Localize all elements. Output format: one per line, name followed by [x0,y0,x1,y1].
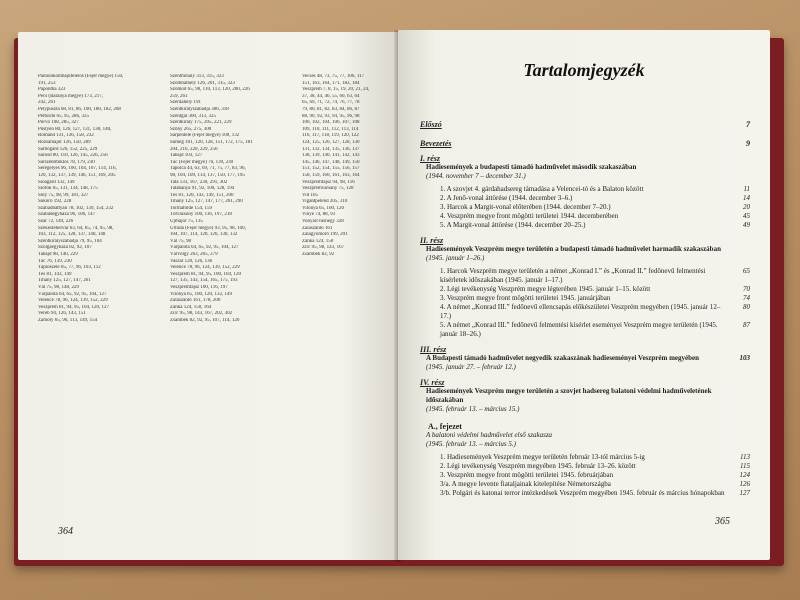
index-entry: 204, 216, 220, 229, 256 [170,146,218,152]
index-entry: Vaszar 120, 126, 136 [170,258,213,264]
index-entry: Siófok 65, 131, 134, 148, 175 [38,186,98,192]
index-entry: Várvölgy 263, 265, 279 [170,252,218,258]
toc-entry-text: 1. Harcok Veszprém megye területén a német „Konrad I.” és „Konrad II.” fedőnevű felmentési kísérletek időszakában (1945. január 1–17.) [440,267,706,284]
toc-entry [440,321,750,339]
toc-part-heading: II. rész [420,236,444,245]
index-entry: Zalagyömörő 199, 201 [302,232,348,238]
page-ref: 9 [746,139,750,148]
index-entry: 124, 125, 126, 127, 128, 130 [302,139,360,145]
index-entry: Újmajor 75, 135 [170,219,203,225]
page-ref: 70 [743,285,750,293]
toc-part-subtitle: (1945. január 27. – február 12.) [426,363,516,371]
toc-entry-text: 3/a. A megye levente fiataljainak kitelepítése Németországba [440,480,611,488]
page-ref: 49 [743,221,750,229]
page-ref: 115 [740,462,750,470]
toc-chapter-title: A balatoni védelmi hadművelet első szakasza [426,431,553,439]
index-entry: Tata 133, 167, 230, 291, 302 [170,179,228,185]
index-entry: Szabadegyháza 96, 106, 147 [38,212,96,218]
toc-entry [440,453,750,462]
index-entry: 151, 152, 154, 155, 156, 157 [302,166,360,172]
toc-entry [440,303,750,321]
toc-part-title [426,163,750,172]
index-entry: Veszprém 7, 8, 15, 19, 20, 21, 24, [302,87,370,93]
index-entry: Szabadbattyán 78, 102, 139, 154, 232 [38,205,114,211]
toc-entry [440,212,750,221]
index-entry: Szőny 265, 275, 300 [170,126,212,132]
index-entry: 259, 261 [170,93,188,99]
index-entry: Vál 75, 98, 148, 229 [38,285,79,290]
index-entry: 191, 253 [38,80,56,86]
toc-entry [440,285,750,294]
index-entry: 145, 146, 147, 148, 149, 150 [302,159,360,165]
toc-entry [440,294,750,303]
toc-entry [440,194,750,203]
index-entry: Rózsamajor 126, 150, 289 [38,139,91,145]
page-ref: 113 [740,453,750,461]
page-ref: 74 [743,294,750,302]
toc-entry-text: 5. A Margit-vonal áttörése (1944. december 20–25.) [440,221,586,229]
toc-part-title-text: Hadiesemények a budapesti támadó hadművelet második szakaszában [426,163,637,171]
index-entry: Sukoró 192, 228 [38,199,72,205]
toc-title: Tartalomjegyzék [523,60,645,80]
page-ref: 87 [743,321,750,329]
page-ref: 45 [743,212,750,220]
toc-entry [440,462,750,471]
page-ref: 124 [739,471,750,479]
left-page-index [18,32,398,560]
index-entry: Zalaszántó 161 [302,225,333,231]
index-entry: Vereb 94, 126, 143, 151 [38,311,86,317]
toc-entry-text: 2. A Jenő-vonal áttörése (1944. december 3–6.) [440,194,573,202]
index-entry: Tác (Fejér megye) 76, 139, 230 [170,159,234,165]
toc-part-subtitle: (1944. november 7 – december 31.) [426,172,526,180]
index-entry: Szentgál 300, 313, 325 [170,113,216,119]
toc-entry [440,480,750,489]
index-entry: Sárszentmiklós 78, 179, 230 [38,159,95,165]
index-entry: Zánka 124, 150, 164 [170,304,212,310]
toc-part-subtitle: (1945. február 13. – március 15.) [426,405,520,413]
toc-part-heading: IV. rész [420,378,445,387]
page-ref: 7 [746,120,750,129]
toc-entry-text: 4. Veszprém megye front mögötti területei 1944. decemberében [440,212,619,220]
toc-entry [440,185,750,194]
toc-part-title-text: Hadiesemények Veszprém megye területén a budapesti támadó hadművelet harmadik szakaszában [426,245,721,253]
index-entry: Zsámbék 82, 92 [302,252,335,258]
index-entry: Tótvázsony 100, 116, 197, 218 [170,212,232,218]
page-ref: 11 [743,185,750,193]
index-entry: Tihany 125, 127, 147, 177, 261, 290 [170,199,243,205]
index-entry: Szerdahely 191 [170,100,201,106]
toc-entry-text: 3/b. Polgári és katonai terror intézkedések Veszprém megyében 1945. február és március hónapokban [440,489,725,497]
index-entry: Pannonkombájnfelelős (Fejér megye) 150, [38,74,124,79]
index-entry: Tés 81, 120, 143, 149, 151, 200 [170,192,234,198]
toc-entry-text: 3. Harcok a Margit-vonal előterében (1944. december 7–20.) [440,203,611,211]
page-ref: 65 [743,267,750,275]
toc-entry [440,221,750,230]
index-entry: 100, 102, 104, 106, 107, 108 [302,120,360,126]
index-column-2 [170,74,288,325]
toc-part-title [426,387,750,405]
toc-part-heading: III. rész [420,345,447,354]
index-entry: 127, 135, 143, 154, 165, 175, 193 [170,278,238,284]
index-entry: Tapolca 44, 63, 69, 71, 75, 77, 83, 96, [170,166,246,172]
index-entry: Vonyarcvashegy 328 [302,219,344,225]
left-page-number: 364 [58,526,73,537]
index-entry: Pétfürdő 65, 95, 286, 325 [38,113,89,119]
index-entry: Vilonya 65, 100, 120 [302,205,345,211]
index-entry: Vigántpetend 205, 310 [302,199,348,205]
toc-entry-text: 4. A német „Konrad III.” fedőnevű ellencsapás előkészületei Veszprém megyében (1945. január 12–17.) [440,303,721,320]
index-entry: 37, 38, 44, 46, 55, 60, 63, 64 [302,93,360,99]
index-entry: Zirc 95, 98, 143, 167 [302,245,345,251]
index-entry: 88, 90, 92, 93, 94, 95, 96, 98 [302,113,360,119]
index-entry: Papontha 323 [38,87,66,93]
index-entry: Vid 105 [302,192,318,198]
right-page-toc [398,30,770,560]
index-column-3 [302,74,392,259]
toc-part-title-text: Hadiesemények Veszprém megye területén a szovjet hadsereg balatoni védelmi hadműveletének időszakában [426,387,712,404]
toc-entry [440,471,750,480]
index-entry: 65, 69, 71, 72, 74, 76, 77, 78 [302,100,360,106]
index-entry: Sóly 75, 98, 99, 181, 327 [38,192,89,198]
index-entry: Szentkirály 175, 205, 221, 229 [170,120,232,126]
page-ref: 20 [743,203,750,211]
index-entry: Veszprémvarsány 75, 128 [302,186,354,192]
index-entry: Tormafölde 154, 159 [170,205,213,211]
index-entry: Sümeg 101, 120, 128, 151, 172, 175, 181 [170,139,253,145]
index-entry: Sárbogárd 126, 152, 225, 229 [38,146,98,152]
toc-part-title [426,354,750,363]
index-entry: Szolgaegyháza 82, 92, 107 [38,245,92,251]
toc-entry-text: 1. A szovjet 4. gárdahadsereg támadása a Velencei-tó és a Balaton között [440,185,644,193]
index-entry: Szentkirályszabadja 79, 95, 104 [38,238,102,244]
index-entry: 104, 107, 114, 120, 126, 130, 132 [170,232,238,238]
index-entry: Vilonya 65, 100, 120, 132, 149 [170,291,233,297]
index-entry: Tác 76, 139, 230 [38,258,72,264]
toc-front-item [420,120,750,129]
toc-chapter-subtitle: (1945. február 13. – március 5.) [426,440,516,448]
index-entry: Várpalota 64, 65, 92, 95, 104, 127 [38,291,107,297]
toc-entry-text: 3. Veszprém megye front mögötti területei 1945. februárjában [440,471,614,479]
index-entry: Sárosd 80, 110, 126, 145, 226, 256 [38,153,108,159]
index-entry: Veszprémfajsz 100, 116, 197 [170,285,228,290]
toc-part-subtitle: (1945. január 1–26.) [426,254,485,262]
toc-part-heading: I. rész [420,154,441,163]
index-entry: Pécs (Baranya megye) 173, 217, [38,93,103,99]
index-entry: 98, 104, 109, 114, 137, 150, 177, 195 [170,172,245,178]
index-entry: Pörvő 108, 285, 327 [38,120,79,126]
toc-entry [440,203,750,212]
toc-part-title [426,245,750,254]
index-entry: Várpalota 64, 65, 92, 95, 104, 127 [170,245,239,251]
index-entry: 103, 112, 125, 128, 137, 140, 148 [38,232,106,238]
toc-entry-text: 2. Légi tevékenység Veszprém megyében 1945. február 13–26. között [440,462,636,470]
index-entry: Veszprém 81, 94, 95, 100, 104, 120 [170,271,241,277]
index-entry: Vál 75, 98 [170,238,191,244]
index-entry: 116, 117, 118, 119, 120, 122 [302,133,359,139]
index-entry: 158, 159, 160, 161, 163, 164 [302,172,360,178]
index-entry: Zánka 124, 150 [302,238,334,244]
index-entry: Pélypuszta 68, 81, 86, 100, 180, 182, 208 [38,106,121,112]
index-entry: Szentkirályszabadja 306, 318 [170,106,229,112]
index-entry: Vinye 74, 88, 93 [302,212,336,218]
toc-chapter-heading: A., fejezet [428,422,462,431]
toc-entry [440,489,750,498]
index-entry: Szentmihály 313, 315, 323 [170,74,224,79]
index-entry: Romand 131, 136, 158, 232 [38,133,94,139]
index-entry: Szombathely 126, 201, 315, 323 [170,80,235,86]
toc-front-label: Bevezetés [420,139,452,148]
toc-entry-text: 1. Hadiesemények Veszprém megye területén február 13-tól március 5-ig [440,453,645,461]
index-entry: Pöstyén 80, 126, 127, 131, 138, 140, [38,126,112,132]
index-entry: Veszprémfajsz 94, 98, 116 [302,179,355,185]
index-entry: Velence 78, 96, 124, 139, 152, 229 [38,298,108,304]
page-ref: 103 [739,354,750,362]
index-entry: Zirc 95, 98, 143, 167, 202, 302 [170,311,233,317]
index-entry: 131, 132, 134, 135, 136, 137 [302,146,360,152]
index-entry: Sióagárd 132, 149 [38,179,75,185]
page-ref: 127 [739,489,750,497]
index-entry: Zalaszántó 161, 178, 200 [170,298,221,304]
toc-entry-text: 2. Légi tevékenység Veszprém megye légterében 1945. január 1–15. között [440,285,651,293]
index-entry: Székesfehérvár 63, 64, 65, 74, 95, 98, [38,225,114,231]
page-ref: 14 [743,194,750,202]
index-entry: Tihany 125, 127, 147, 261 [38,278,91,284]
toc-front-item [420,139,750,148]
index-entry: Szár 72, 149, 226 [38,219,74,225]
toc-entry [440,267,750,285]
index-entry: 151, 163, 164, 171, 182, 184 [302,80,360,86]
index-entry: Veszprém 81, 94, 95, 104, 120, 127 [38,304,109,310]
index-entry: Velence 78, 96, 124, 139, 152, 229 [170,265,240,271]
right-page-number: 365 [715,516,730,527]
index-column-1 [38,74,156,325]
index-entry: 242, 261 [38,100,56,106]
index-entry: Vecsés 48, 73, 75, 77, 106, 117 [302,74,365,79]
toc-entry-text: 3. Veszprém megye front mögötti területei 1945. januárjában [440,294,611,302]
index-entry: Zámoly 65, 96, 113, 149, 154 [38,317,98,323]
index-entry: Zsámbék 82, 92, 95, 107, 114, 120 [170,317,240,323]
index-entry: Tabajd 103, 127 [170,153,203,159]
index-entry: Tatabánya 91, 92, 100, 128, 194 [170,186,235,192]
toc-front-label: Előszó [420,120,442,129]
index-entry: Szomód 65, 98, 110, 113, 120, 200, 226 [170,87,250,93]
index-entry: Tabajd 98, 140, 229 [38,252,78,258]
index-entry: 138, 139, 140, 141, 142, 143 [302,153,360,159]
page-ref: 126 [739,480,750,488]
page-ref: 80 [743,303,750,311]
toc-entry-text: 5. A német „Konrad III.” fedőnevű felmentési kísérlet eseményei Veszprém megye területén (1945. január 18–26.) [440,321,718,338]
index-entry: Tés 81, 143, 149 [38,271,72,277]
index-entry: Sárpentele (Fejér megye) 100, 132 [170,133,240,139]
toc-list [420,110,750,498]
index-entry: 79, 80, 81, 82, 83, 84, 86, 87 [302,106,360,112]
index-entry: 109, 110, 111, 112, 113, 114 [302,126,359,132]
index-entry: Tápiószele 65, 77, 96, 103, 112 [38,265,101,271]
index-entry: 120, 132, 137, 139, 146, 151, 169, 205 [38,172,116,178]
index-entry: Úrhida (Fejér megye) 93, 95, 98, 100, [170,225,246,231]
index-entry: Seregélyes 96, 100, 104, 107, 114, 116, [38,166,117,172]
toc-part-title-text: A Budapesti támadó hadművelet negyedik szakaszának hadieseményei Veszprém megyében [426,354,700,362]
